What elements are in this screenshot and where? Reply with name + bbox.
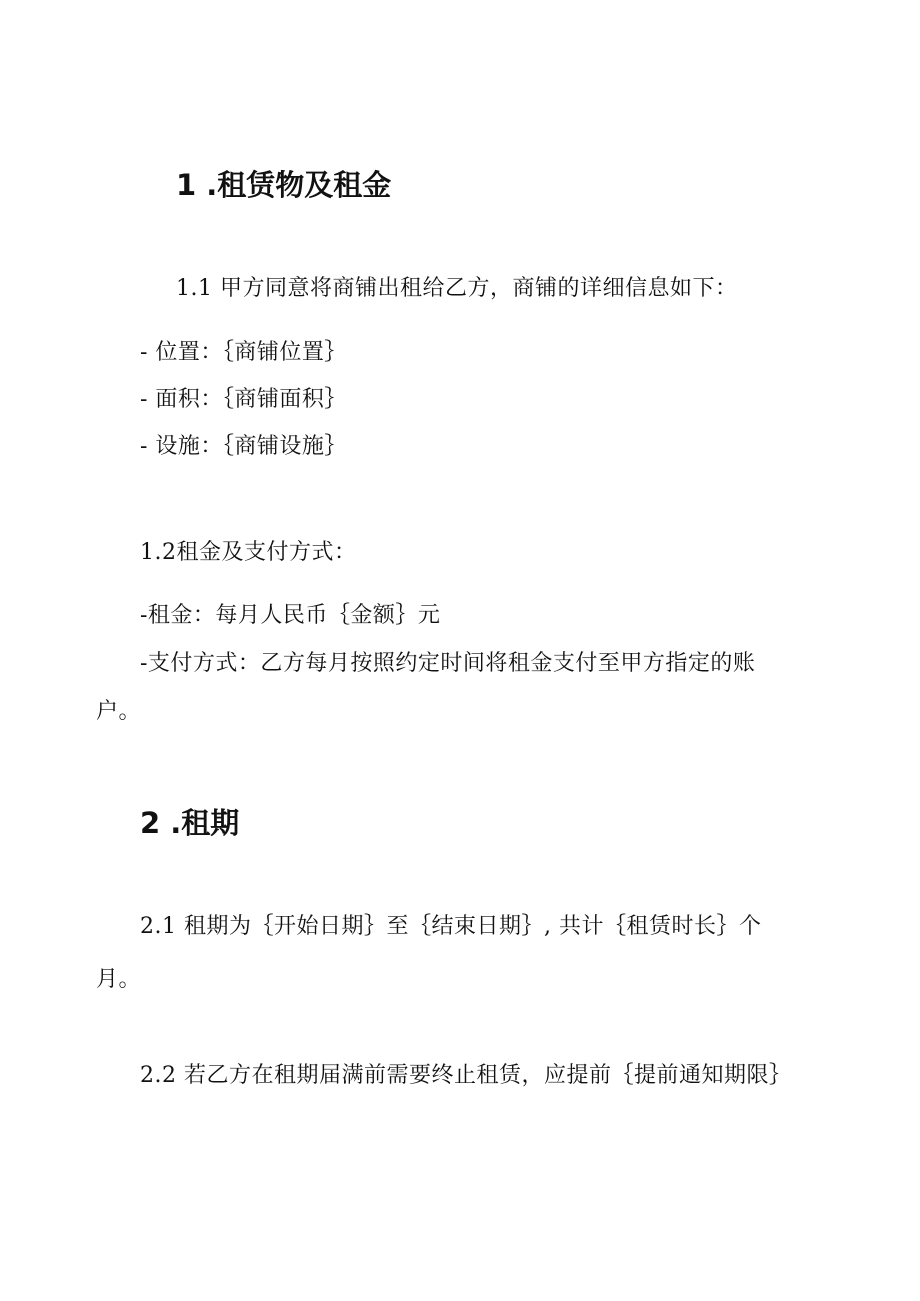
rent-line: -租金：每月人民币｛金额｝元 <box>140 603 441 628</box>
list-item-facilities: - 设施：｛商铺设施｝ <box>140 434 347 459</box>
section-2-heading: 2 .租期 <box>140 806 240 840</box>
payment-line-continuation: 户。 <box>96 699 142 724</box>
list-item-location: - 位置：｛商铺位置｝ <box>140 340 347 365</box>
clause-1-1: 1.1 甲方同意将商铺出租给乙方，商铺的详细信息如下： <box>176 276 738 301</box>
clause-1-2: 1.2租金及支付方式： <box>140 540 357 565</box>
clause-2-1: 2.1 租期为｛开始日期｝至｛结束日期｝, 共计｛租赁时长｝个 <box>140 914 762 939</box>
section-1-heading: 1 .租赁物及租金 <box>176 168 392 202</box>
clause-2-2: 2.2 若乙方在租期届满前需要终止租赁，应提前｛提前通知期限｝ <box>140 1063 792 1088</box>
payment-line: -支付方式：乙方每月按照约定时间将租金支付至甲方指定的账 <box>140 651 756 676</box>
list-item-area: - 面积：｛商铺面积｝ <box>140 387 347 412</box>
clause-2-1-continuation: 月。 <box>96 967 142 992</box>
